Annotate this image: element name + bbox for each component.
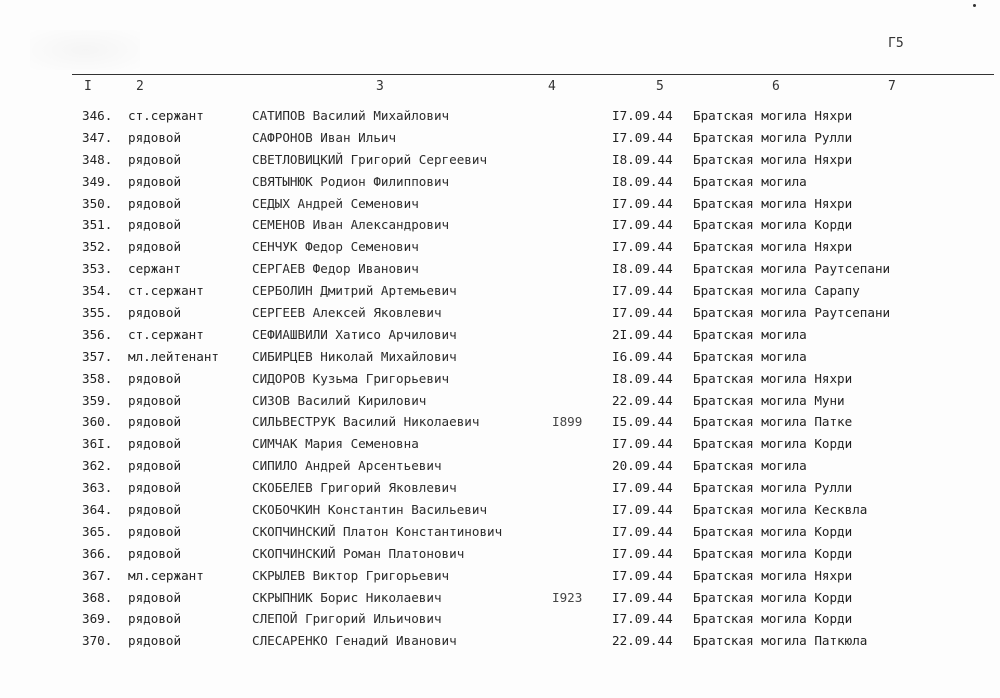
record-rank: рядовой [128, 305, 182, 321]
record-number: 358. [82, 370, 113, 386]
record-number: 357. [82, 348, 113, 364]
record-name: СЕРГАЕВ Федор Иванович [252, 261, 419, 277]
record-burial-place: Братская могила Корди [693, 589, 853, 605]
record-number: 347. [82, 129, 113, 145]
record-death-date: I7.09.44 [612, 305, 673, 321]
record-row [0, 391, 1000, 413]
record-name: СКОПЧИНСКИЙ Платон Константинович [252, 523, 503, 539]
record-death-date: I6.09.44 [612, 348, 673, 364]
record-row [0, 566, 1000, 588]
record-death-date: I7.09.44 [612, 611, 673, 627]
column-header-6: 6 [772, 79, 780, 94]
record-death-date: I7.09.44 [612, 567, 673, 583]
record-number: 355. [82, 305, 113, 321]
record-name: СИМЧАК Мария Семеновна [252, 436, 419, 452]
record-number: 354. [82, 283, 113, 299]
column-header-5: 5 [656, 79, 664, 94]
record-death-date: I7.09.44 [612, 195, 673, 211]
record-name: СЕРБОЛИН Дмитрий Артемьевич [252, 283, 457, 299]
scan-smudge [30, 30, 140, 70]
record-death-date: I7.09.44 [612, 239, 673, 255]
record-birth-year: I899 [552, 414, 583, 430]
record-burial-place: Братская могила Няхри [693, 195, 853, 211]
record-number: 348. [82, 151, 113, 167]
column-header-1: I [84, 79, 92, 94]
record-name: СКРЫПНИК Борис Николаевич [252, 589, 442, 605]
record-burial-place: Братская могила [693, 326, 807, 342]
record-rank: рядовой [128, 414, 182, 430]
record-name: СИБИРЦЕВ Николай Михайлович [252, 348, 457, 364]
record-burial-place: Братская могила Корди [693, 545, 853, 561]
record-burial-place: Братская могила Рулли [693, 129, 853, 145]
record-rank: ст.сержант [128, 283, 204, 299]
record-burial-place: Братская могила Раутсепани [693, 261, 891, 277]
record-rank: рядовой [128, 611, 182, 627]
record-number: 356. [82, 326, 113, 342]
record-burial-place: Братская могила Раутсепани [693, 305, 891, 321]
record-name: СЛЕПОЙ Григорий Ильичович [252, 611, 442, 627]
record-row [0, 412, 1000, 434]
record-number: 360. [82, 414, 113, 430]
record-number: 363. [82, 480, 113, 496]
record-death-date: 2I.09.44 [612, 326, 673, 342]
record-burial-place: Братская могила Няхри [693, 370, 853, 386]
record-number: 366. [82, 545, 113, 561]
column-header-2: 2 [136, 79, 144, 94]
record-row [0, 631, 1000, 653]
record-rank: мл.лейтенант [128, 348, 219, 364]
record-burial-place: Братская могила Няхри [693, 151, 853, 167]
record-row [0, 325, 1000, 347]
record-row [0, 128, 1000, 150]
record-death-date: I7.09.44 [612, 523, 673, 539]
record-row [0, 281, 1000, 303]
record-burial-place: Братская могила [693, 173, 807, 189]
record-rank: рядовой [128, 436, 182, 452]
record-death-date: I8.09.44 [612, 261, 673, 277]
record-number: 369. [82, 611, 113, 627]
record-row [0, 609, 1000, 631]
record-row [0, 544, 1000, 566]
record-number: 353. [82, 261, 113, 277]
record-name: СЕДЫХ Андрей Семенович [252, 195, 419, 211]
record-rank: ст.сержант [128, 326, 204, 342]
record-rank: рядовой [128, 502, 182, 518]
record-death-date: I7.09.44 [612, 108, 673, 123]
records-list [0, 106, 1000, 653]
record-death-date: I7.09.44 [612, 283, 673, 299]
record-burial-place: Братская могила Рулли [693, 480, 853, 496]
record-death-date: 20.09.44 [612, 458, 673, 474]
record-death-date: I5.09.44 [612, 414, 673, 430]
record-rank: рядовой [128, 589, 182, 605]
record-rank: рядовой [128, 239, 182, 255]
record-number: 362. [82, 458, 113, 474]
record-row [0, 303, 1000, 325]
record-rank: рядовой [128, 458, 182, 474]
record-burial-place: Братская могила Муни [693, 392, 845, 408]
column-header-7: 7 [888, 79, 896, 94]
record-row [0, 194, 1000, 216]
record-death-date: I8.09.44 [612, 151, 673, 167]
record-name: САФРОНОВ Иван Ильич [252, 129, 397, 145]
record-rank: рядовой [128, 370, 182, 386]
record-name: СЛЕСАРЕНКО Генадий Иванович [252, 633, 457, 649]
record-rank: рядовой [128, 151, 182, 167]
record-burial-place: Братская могила Кесквла [693, 502, 868, 518]
record-death-date: I7.09.44 [612, 502, 673, 518]
record-rank: ст.сержант [128, 108, 204, 123]
scan-speck [973, 4, 976, 7]
record-name: СКОБОЧКИН Константин Васильевич [252, 502, 488, 518]
record-burial-place: Братская могила Няхри [693, 108, 853, 123]
record-row [0, 500, 1000, 522]
record-row [0, 347, 1000, 369]
column-header-4: 4 [548, 79, 556, 94]
record-rank: рядовой [128, 480, 182, 496]
record-row [0, 237, 1000, 259]
record-death-date: I8.09.44 [612, 173, 673, 189]
record-number: 36I. [82, 436, 113, 452]
record-name: СЕМЕНОВ Иван Александрович [252, 217, 450, 233]
record-death-date: I8.09.44 [612, 370, 673, 386]
record-number: 364. [82, 502, 113, 518]
record-rank: мл.сержант [128, 567, 204, 583]
record-rank: рядовой [128, 217, 182, 233]
record-burial-place: Братская могила Корди [693, 523, 853, 539]
record-number: 367. [82, 567, 113, 583]
record-name: СИДОРОВ Кузьма Григорьевич [252, 370, 450, 386]
record-number: 359. [82, 392, 113, 408]
page-number: Г5 [888, 36, 904, 51]
record-rank: рядовой [128, 545, 182, 561]
record-number: 346. [82, 108, 113, 123]
record-death-date: 22.09.44 [612, 633, 673, 649]
record-rank: сержант [128, 261, 182, 277]
record-number: 349. [82, 173, 113, 189]
record-burial-place: Братская могила Корди [693, 217, 853, 233]
record-burial-place: Братская могила Паткюла [693, 633, 868, 649]
record-row [0, 478, 1000, 500]
record-death-date: I7.09.44 [612, 480, 673, 496]
record-rank: рядовой [128, 523, 182, 539]
record-burial-place: Братская могила Сарапу [693, 283, 860, 299]
record-burial-place: Братская могила Няхри [693, 567, 853, 583]
record-name: СВЯТЫНЮК Родион Филиппович [252, 173, 450, 189]
record-name: СИПИЛО Андрей Арсентьевич [252, 458, 442, 474]
record-name: СКОПЧИНСКИЙ Роман Платонович [252, 545, 465, 561]
record-number: 351. [82, 217, 113, 233]
record-row [0, 369, 1000, 391]
record-row [0, 588, 1000, 610]
record-row [0, 456, 1000, 478]
record-name: СЕНЧУК Федор Семенович [252, 239, 419, 255]
record-name: СВЕТЛОВИЦКИЙ Григорий Сергеевич [252, 151, 488, 167]
record-death-date: I7.09.44 [612, 436, 673, 452]
record-death-date: I7.09.44 [612, 589, 673, 605]
record-name: СЕФИАШВИЛИ Хатисо Арчилович [252, 326, 457, 342]
record-row [0, 172, 1000, 194]
record-burial-place: Братская могила [693, 348, 807, 364]
record-name: СКОБЕЛЕВ Григорий Яковлевич [252, 480, 457, 496]
record-burial-place: Братская могила Патке [693, 414, 853, 430]
record-name: СИЛЬВЕСТРУК Василий Николаевич [252, 414, 480, 430]
record-rank: рядовой [128, 173, 182, 189]
record-burial-place: Братская могила [693, 458, 807, 474]
record-rank: рядовой [128, 195, 182, 211]
column-header-row [0, 79, 1000, 95]
record-number: 365. [82, 523, 113, 539]
record-number: 350. [82, 195, 113, 211]
record-death-date: I7.09.44 [612, 129, 673, 145]
record-death-date: 22.09.44 [612, 392, 673, 408]
record-name: СЕРГЕЕВ Алексей Яковлевич [252, 305, 442, 321]
header-rule [72, 74, 994, 75]
record-burial-place: Братская могила Корди [693, 611, 853, 627]
record-death-date: I7.09.44 [612, 217, 673, 233]
record-rank: рядовой [128, 392, 182, 408]
record-row [0, 522, 1000, 544]
record-number: 370. [82, 633, 113, 649]
record-row [0, 434, 1000, 456]
record-name: СКРЫЛЕВ Виктор Григорьевич [252, 567, 450, 583]
record-number: 368. [82, 589, 113, 605]
record-row [0, 215, 1000, 237]
record-name: СИЗОВ Василий Кирилович [252, 392, 427, 408]
record-rank: рядовой [128, 633, 182, 649]
record-row [0, 150, 1000, 172]
record-number: 352. [82, 239, 113, 255]
record-rank: рядовой [128, 129, 182, 145]
record-name: САТИПОВ Василий Михайлович [252, 108, 450, 123]
record-death-date: I7.09.44 [612, 545, 673, 561]
record-birth-year: I923 [552, 589, 583, 605]
record-row [0, 259, 1000, 281]
record-row [0, 106, 1000, 128]
column-header-3: 3 [376, 79, 384, 94]
record-burial-place: Братская могила Няхри [693, 239, 853, 255]
record-burial-place: Братская могила Корди [693, 436, 853, 452]
